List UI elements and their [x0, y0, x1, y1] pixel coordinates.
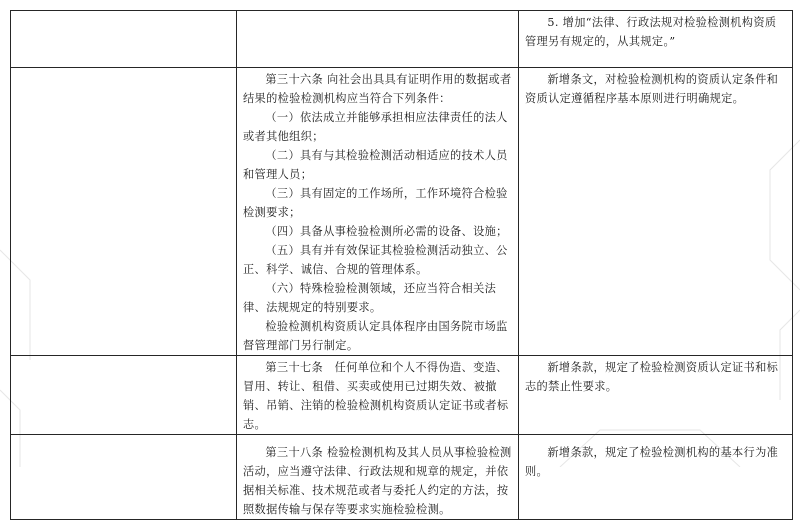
note-text: 新增条款，规定了检验检测资质认定证书和标志的禁止性要求。 — [525, 361, 779, 393]
table-row — [11, 435, 793, 520]
article-37-text: 第三十七条 任何单位和个人不得伪造、变造、冒用、转让、租借、买卖或使用已过期失效、被撤销、吊销、注销的检验检测机构资质认定证书或者标志。 — [243, 361, 509, 431]
cell-original — [11, 68, 237, 356]
cell-revised — [237, 435, 519, 520]
cell-original — [11, 11, 237, 68]
cell-note — [519, 68, 793, 356]
cell-note — [519, 435, 793, 520]
cell-revised — [237, 11, 519, 68]
cell-note — [519, 356, 793, 435]
cell-note — [519, 11, 793, 68]
table-row — [11, 356, 793, 435]
cell-original — [11, 435, 237, 520]
article-36-item-4: （四）具备从事检验检测所必需的设备、设施； — [265, 225, 508, 238]
table-row — [11, 68, 793, 356]
table-row — [11, 11, 793, 68]
article-36-heading: 第三十六条 向社会出具具有证明作用的数据或者结果的检验检测机构应当符合下列条件： — [243, 73, 512, 105]
comparison-table — [10, 10, 793, 520]
note-text: 新增条款，规定了检验检测机构的基本行为准则。 — [525, 446, 779, 478]
note-text: 5. 增加“法律、行政法规对检验检测机构资质管理另有规定的，从其规定。” — [525, 16, 777, 48]
article-38-text: 第三十八条 检验检测机构及其人员从事检验检测活动，应当遵守法律、行政法规和规章的规定，并依据相关标准、技术规范或者与委托人约定的方法，按照数据传输与保存等要求实施检验检测。 — [243, 446, 512, 516]
article-36-item-5: （五）具有并有效保证其检验检测活动独立、公正、科学、诚信、合规的管理体系。 — [243, 244, 508, 276]
article-36-item-6: （六）特殊检验检测领域，还应当符合相关法律、法规规定的特别要求。 — [243, 282, 497, 314]
note-text: 新增条文，对检验检测机构的资质认定条件和资质认定遵循程序基本原则进行明确规定。 — [525, 73, 779, 105]
article-36-item-2: （二）具有与其检验检测活动相适应的技术人员和管理人员； — [243, 149, 508, 181]
cell-revised — [237, 356, 519, 435]
cell-revised — [237, 68, 519, 356]
article-36-item-3: （三）具有固定的工作场所，工作环境符合检验检测要求； — [243, 187, 508, 219]
cell-original — [11, 356, 237, 435]
article-36-closing: 检验检测机构资质认定具体程序由国务院市场监督管理部门另行制定。 — [243, 320, 508, 352]
article-36-item-1: （一）依法成立并能够承担相应法律责任的法人或者其他组织； — [243, 111, 508, 143]
